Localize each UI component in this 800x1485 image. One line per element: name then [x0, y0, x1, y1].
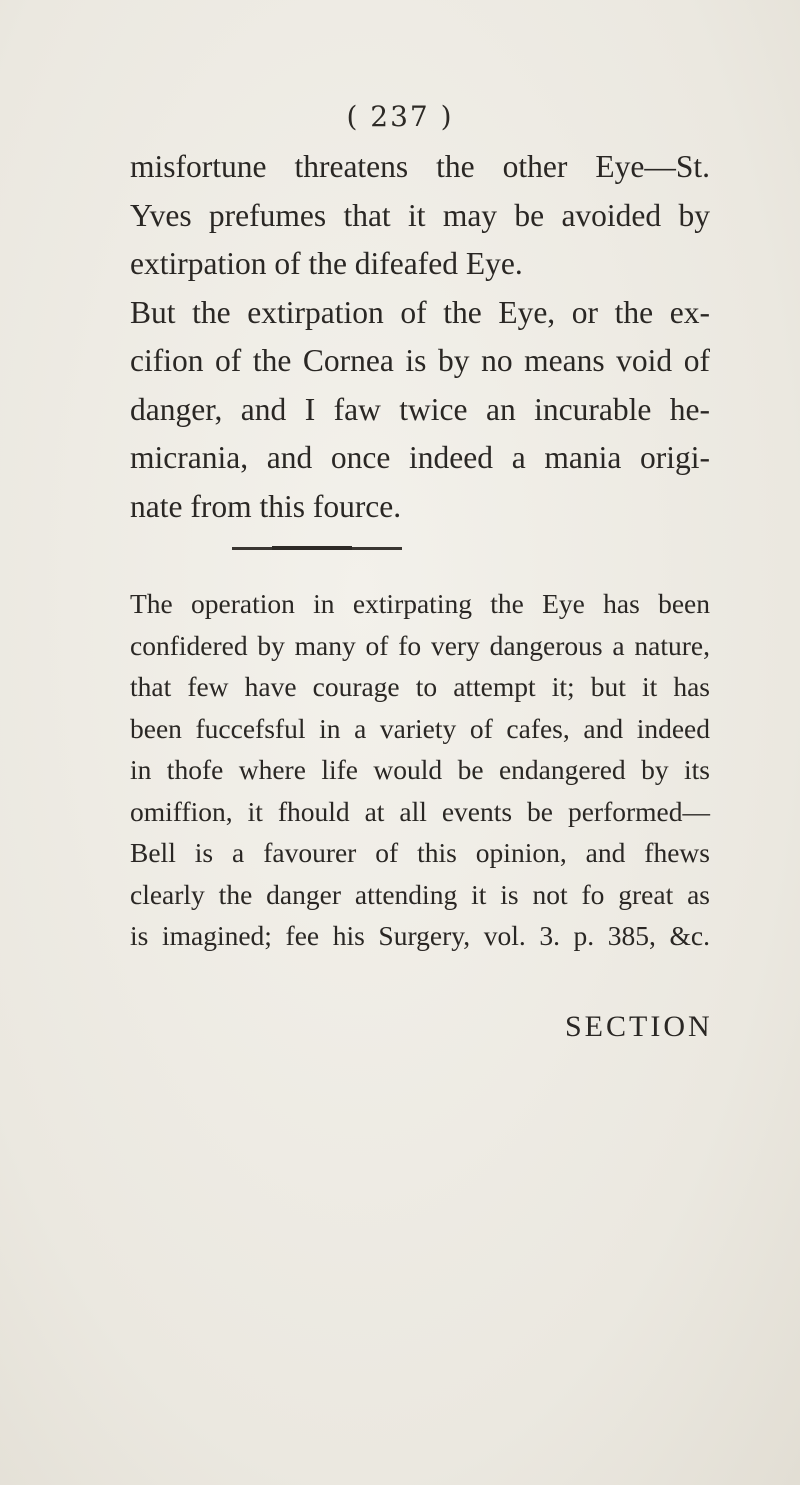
text-line: extirpation of the difeafed Eye. — [130, 246, 523, 281]
text-line: danger, and I faw twice an incurable he- — [130, 391, 710, 427]
text-line: misfortune threatens the other Eye—St. — [130, 149, 710, 184]
text-line: clearly the danger attending it is not fo great as — [130, 878, 710, 910]
text-line: been fuccefsful in a variety of cafes, and indeed — [130, 712, 710, 744]
text-line: that few have courage to attempt it; but it has — [130, 671, 710, 702]
text-line: Yves prefumes that it may be avoided by — [130, 197, 710, 233]
text-line: is imagined; fee his Surgery, vol. 3. p. 385, &c. — [130, 920, 710, 951]
text-line: omiffion, it fhould at all events be performed— — [130, 795, 710, 827]
text-line: micrania, and once indeed a mania origi- — [130, 440, 710, 475]
text-line: Bell is a favourer of this opinion, and fhews — [130, 837, 710, 868]
text-line: in thofe where life would be endangered by its — [130, 754, 710, 785]
text-line: nate from this fource. — [130, 488, 402, 524]
section-divider-rule — [232, 547, 402, 550]
text-line: The operation in extirpating the Eye has been — [130, 588, 710, 619]
text-line: But the extirpation of the Eye, or the ex- — [130, 294, 710, 330]
note-paragraph — [130, 583, 710, 957]
main-paragraph — [130, 143, 710, 531]
page-number: ( 237 ) — [346, 100, 454, 133]
text-line: cifion of the Cornea is by no means void of — [130, 343, 710, 378]
text-line: confidered by many of fo very dangerous a nature, — [130, 629, 710, 661]
catchword: SECTION — [565, 1010, 713, 1043]
